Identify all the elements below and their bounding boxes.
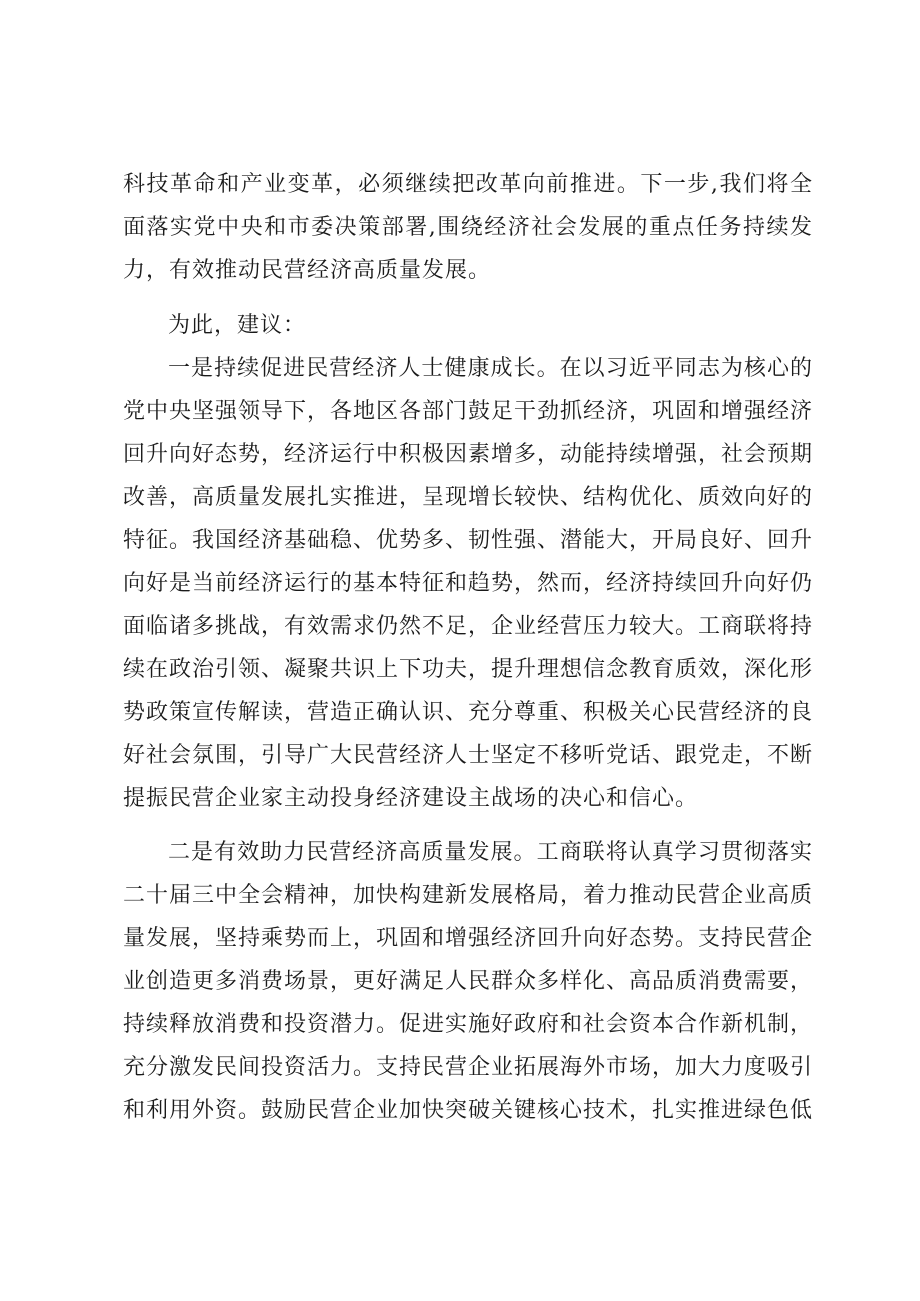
text-line: 业创造更多消费场景，更好满足人民群众多样化、高品质消费需要，: [123, 969, 814, 994]
text-line: 特征。我国经济基础稳、优势多、韧性强、潜能大，开局良好、回升: [123, 528, 814, 553]
text-line: 改善，高质量发展扎实推进，呈现增长较快、结构优化、质效向好的: [123, 485, 814, 510]
text-line: 和利用外资。鼓励民营企业加快突破关键核心技术，扎实推进绿色低: [123, 1098, 814, 1123]
text-line: 面落实党中央和市委决策部署,围绕经济社会发展的重点任务持续发: [123, 215, 813, 240]
text-line: 党中央坚强领导下，各地区各部门鼓足干劲抓经济，巩固和增强经济: [123, 399, 814, 424]
text-line: 持续释放消费和投资潜力。促进实施好政府和社会资本合作新机制，: [123, 1012, 814, 1037]
text-line: 续在政治引领、凝聚共识上下功夫，提升理想信念教育质效，深化形: [123, 657, 814, 682]
text-line: 量发展，坚持乘势而上，巩固和增强经济回升向好态势。支持民营企: [123, 926, 814, 951]
text-line: 充分激发民间投资活力。支持民营企业拓展海外市场，加大力度吸引: [123, 1055, 814, 1080]
text-line: 二十届三中全会精神，加快构建新发展格局，着力推动民营企业高质: [123, 883, 814, 908]
text-line: 为此，建议：: [168, 313, 307, 338]
text-line: 面临诸多挑战，有效需求仍然不足，企业经营压力较大。工商联将持: [123, 614, 814, 639]
text-line: 一是持续促进民营经济人士健康成长。在以习近平同志为核心的: [168, 356, 813, 381]
text-line: 力，有效推动民营经济高质量发展。: [123, 258, 492, 283]
text-line: 提振民营企业家主动投身经济建设主战场的决心和信心。: [123, 786, 699, 811]
text-line: 二是有效助力民营经济高质量发展。工商联将认真学习贯彻落实: [168, 840, 813, 865]
text-line: 科技革命和产业变革，必须继续把改革向前推进。下一步,我们将全: [123, 172, 813, 197]
text-line: 向好是当前经济运行的基本特征和趋势，然而，经济持续回升向好仍: [123, 571, 814, 596]
text-line: 回升向好态势，经济运行中积极因素增多，动能持续增强，社会预期: [123, 442, 814, 467]
text-line: 势政策宣传解读，营造正确认识、充分尊重、积极关心民营经济的良: [123, 700, 814, 725]
text-line: 好社会氛围，引导广大民营经济人士坚定不移听党话、跟党走，不断: [123, 743, 814, 768]
